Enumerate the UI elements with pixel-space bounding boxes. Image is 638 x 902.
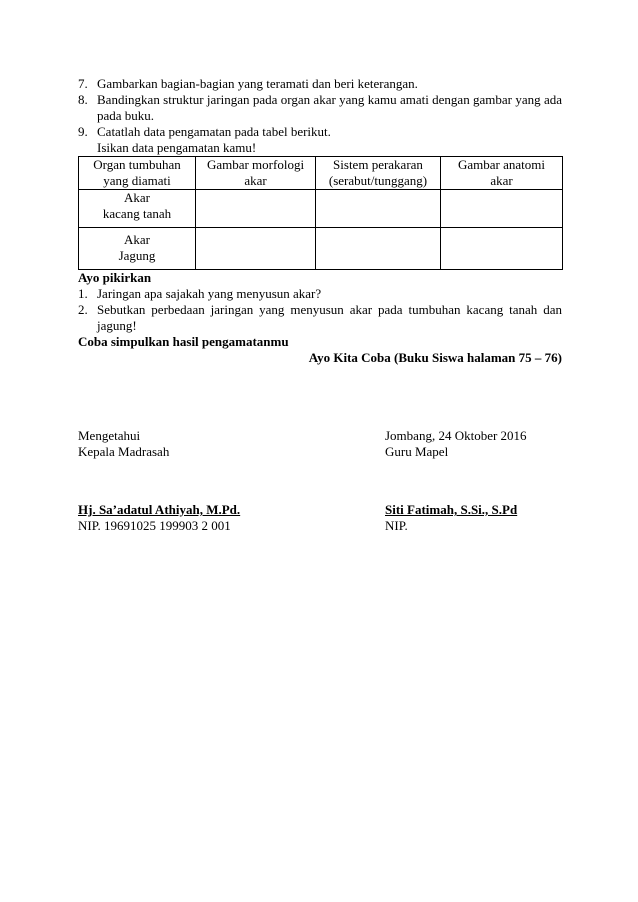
main-content (78, 76, 562, 366)
table-cell-empty (441, 228, 563, 270)
question-text: Sebutkan perbedaan jaringan yang menyusun akar pada tumbuhan kacang tanah dan jagung! (97, 302, 562, 333)
table-header-cell: Gambar morfologi akar (196, 157, 316, 190)
table-cell: Akar kacang tanah (79, 190, 196, 228)
table-cell-empty (316, 228, 441, 270)
table-row (79, 190, 563, 228)
sig-right-line1: Jombang, 24 Oktober 2016 (385, 428, 527, 443)
step-number: 7. (78, 76, 88, 91)
list-item (78, 92, 562, 124)
questions-list (78, 286, 562, 334)
book-reference: Ayo Kita Coba (Buku Siswa halaman 75 – 76) (308, 350, 562, 365)
think-title: Ayo pikirkan (78, 270, 152, 285)
sig-right-nip: NIP. (385, 518, 408, 533)
question-number: 1. (78, 286, 88, 301)
table-header-cell: Gambar anatomi akar (441, 157, 563, 190)
step-text: Catatlah data pengamatan pada tabel berikut. (97, 124, 331, 139)
table-cell-empty (196, 228, 316, 270)
sig-right-name: Siti Fatimah, S.Si., S.Pd (385, 502, 518, 517)
table-cell: Akar Jagung (79, 228, 196, 270)
list-item (78, 124, 562, 140)
question-text: Jaringan apa sajakah yang menyusun akar? (97, 286, 322, 301)
question-number: 2. (78, 302, 88, 317)
list-item (78, 286, 562, 302)
list-item (78, 76, 562, 92)
step-number: 9. (78, 124, 88, 139)
table-row (79, 228, 563, 270)
table-cell-empty (316, 190, 441, 228)
step-number: 8. (78, 92, 88, 107)
table-cell-empty (196, 190, 316, 228)
sig-right-line2: Guru Mapel (385, 444, 449, 459)
table-intro: Isikan data pengamatan kamu! (97, 140, 257, 155)
steps-list (78, 76, 562, 140)
table-cell-empty (441, 190, 563, 228)
table-header-cell: Organ tumbuhan yang diamati (79, 157, 196, 190)
step-text: Gambarkan bagian-bagian yang teramati dan beri keterangan. (97, 76, 418, 91)
table-header-cell: Sistem perakaran (serabut/tunggang) (316, 157, 441, 190)
sig-left-line2: Kepala Madrasah (78, 444, 170, 459)
observation-table (78, 156, 563, 270)
list-item (78, 302, 562, 334)
conclude-heading: Coba simpulkan hasil pengamatanmu (78, 334, 289, 349)
sig-left-line1: Mengetahui (78, 428, 141, 443)
table-header-row (79, 157, 563, 190)
sig-left-nip: NIP. 19691025 199903 2 001 (78, 518, 231, 533)
sig-left-name: Hj. Sa’adatul Athiyah, M.Pd. (78, 502, 241, 517)
step-text: Bandingkan struktur jaringan pada organ akar yang kamu amati dengan gambar yang ada pada buku. (97, 92, 562, 123)
